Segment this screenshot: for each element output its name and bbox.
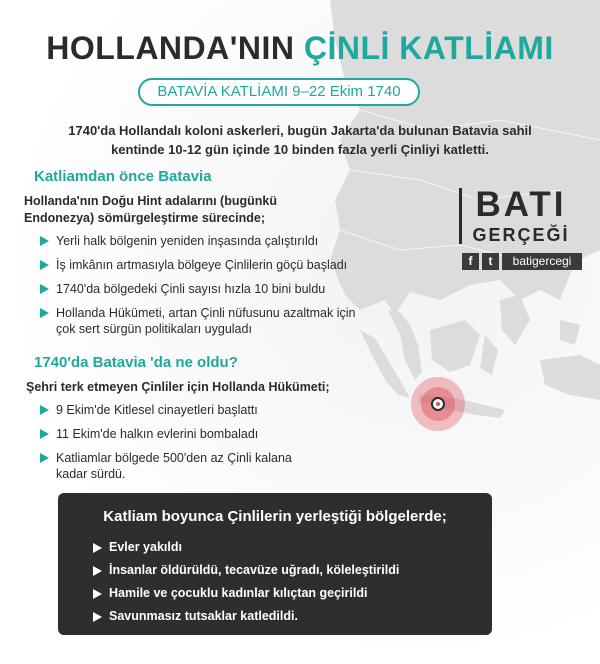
section2-bullets <box>40 402 292 482</box>
bullet-text: Hollanda Hükümeti, artan Çinli nüfusunu azaltmak için <box>56 306 356 320</box>
bullet-text: çok sert sürgün politikaları uyguladı <box>56 322 252 336</box>
twitter-icon[interactable]: t <box>482 253 499 270</box>
list-item <box>40 257 355 273</box>
intro-line: 1740'da Hollandalı koloni askerleri, bugün Jakarta'da bulunan Batavia sahil <box>68 123 532 138</box>
section1-bullets <box>40 233 355 337</box>
list-item <box>40 426 292 442</box>
title-part-1: HOLLANDA'NIN <box>46 30 295 66</box>
triangle-bullet-icon <box>93 566 102 576</box>
section1-paragraph <box>24 193 277 227</box>
triangle-bullet-icon <box>40 405 49 415</box>
triangle-bullet-icon <box>93 589 102 599</box>
list-item <box>93 536 399 559</box>
list-item <box>40 281 355 297</box>
paragraph-line: Endonezya) sömürgeleştirme sürecinde; <box>24 211 266 225</box>
bullet-text: 9 Ekim'de Kitlesel cinayetleri başlattı <box>56 403 258 417</box>
list-item <box>93 605 399 628</box>
social-handle[interactable]: batigercegi <box>502 253 582 270</box>
triangle-bullet-icon <box>93 612 102 622</box>
bullet-text: 1740'da bölgedeki Çinli sayısı hızla 10 bini buldu <box>56 282 326 296</box>
list-item <box>93 559 399 582</box>
section1-heading: Katliamdan önce Batavia <box>34 168 212 185</box>
bullet-text: Katliamlar bölgede 500'den az Çinli kalana <box>56 451 292 465</box>
paragraph-line: Şehri terk etmeyen Çinliler için Hollanda Hükümeti; <box>26 380 330 394</box>
bullet-text: Hamile ve çocuklu kadınlar kılıçtan geçirildi <box>109 586 368 600</box>
facebook-icon[interactable]: f <box>462 253 479 270</box>
subtitle-text: BATAVİA KATLİAMI 9–22 Ekim 1740 <box>157 83 401 100</box>
bullet-text: İnsanlar öldürüldü, tecavüze uğradı, köleleştirildi <box>109 563 400 577</box>
page-title <box>0 30 600 67</box>
intro-line: kentinde 10-12 gün içinde 10 binden fazla yerli Çinliyi katletti. <box>111 142 489 157</box>
list-item <box>40 233 355 249</box>
list-item <box>93 582 399 605</box>
triangle-bullet-icon <box>40 429 49 439</box>
summary-box <box>58 493 492 635</box>
bullet-text: Evler yakıldı <box>109 540 182 554</box>
triangle-bullet-icon <box>93 543 102 553</box>
bullet-text: Yerli halk bölgenin yeniden inşasında çalıştırıldı <box>56 234 319 248</box>
batavia-location-marker <box>408 366 484 442</box>
list-item <box>40 402 292 418</box>
triangle-bullet-icon <box>40 236 49 246</box>
summary-box-title: Katliam boyunca Çinlilerin yerleştiği bölgelerde; <box>103 508 447 525</box>
intro-text <box>40 121 560 159</box>
list-item <box>40 450 292 482</box>
section2-paragraph <box>26 379 330 396</box>
subtitle-pill <box>138 78 420 106</box>
bullet-text: Savunmasız tutsaklar katledildi. <box>109 609 298 623</box>
logo-line-1: BATI <box>475 185 567 224</box>
triangle-bullet-icon <box>40 308 49 318</box>
brand-logo <box>459 186 583 246</box>
title-part-2: ÇİNLİ KATLİAMI <box>303 30 554 66</box>
summary-box-list <box>93 536 399 628</box>
triangle-bullet-icon <box>40 260 49 270</box>
bullet-text: 11 Ekim'de halkın evlerini bombaladı <box>56 427 259 441</box>
triangle-bullet-icon <box>40 453 49 463</box>
list-item <box>40 305 355 337</box>
bullet-text: İş imkânın artmasıyla bölgeye Çinlilerin göçü başladı <box>56 258 348 272</box>
logo-line-2: GERÇEĞİ <box>472 225 570 245</box>
bullet-text: kadar sürdü. <box>56 467 126 481</box>
triangle-bullet-icon <box>40 284 49 294</box>
paragraph-line: Hollanda'nın Doğu Hint adalarını (bugünkü <box>24 194 277 208</box>
section2-heading: 1740'da Batavia 'da ne oldu? <box>34 354 238 371</box>
